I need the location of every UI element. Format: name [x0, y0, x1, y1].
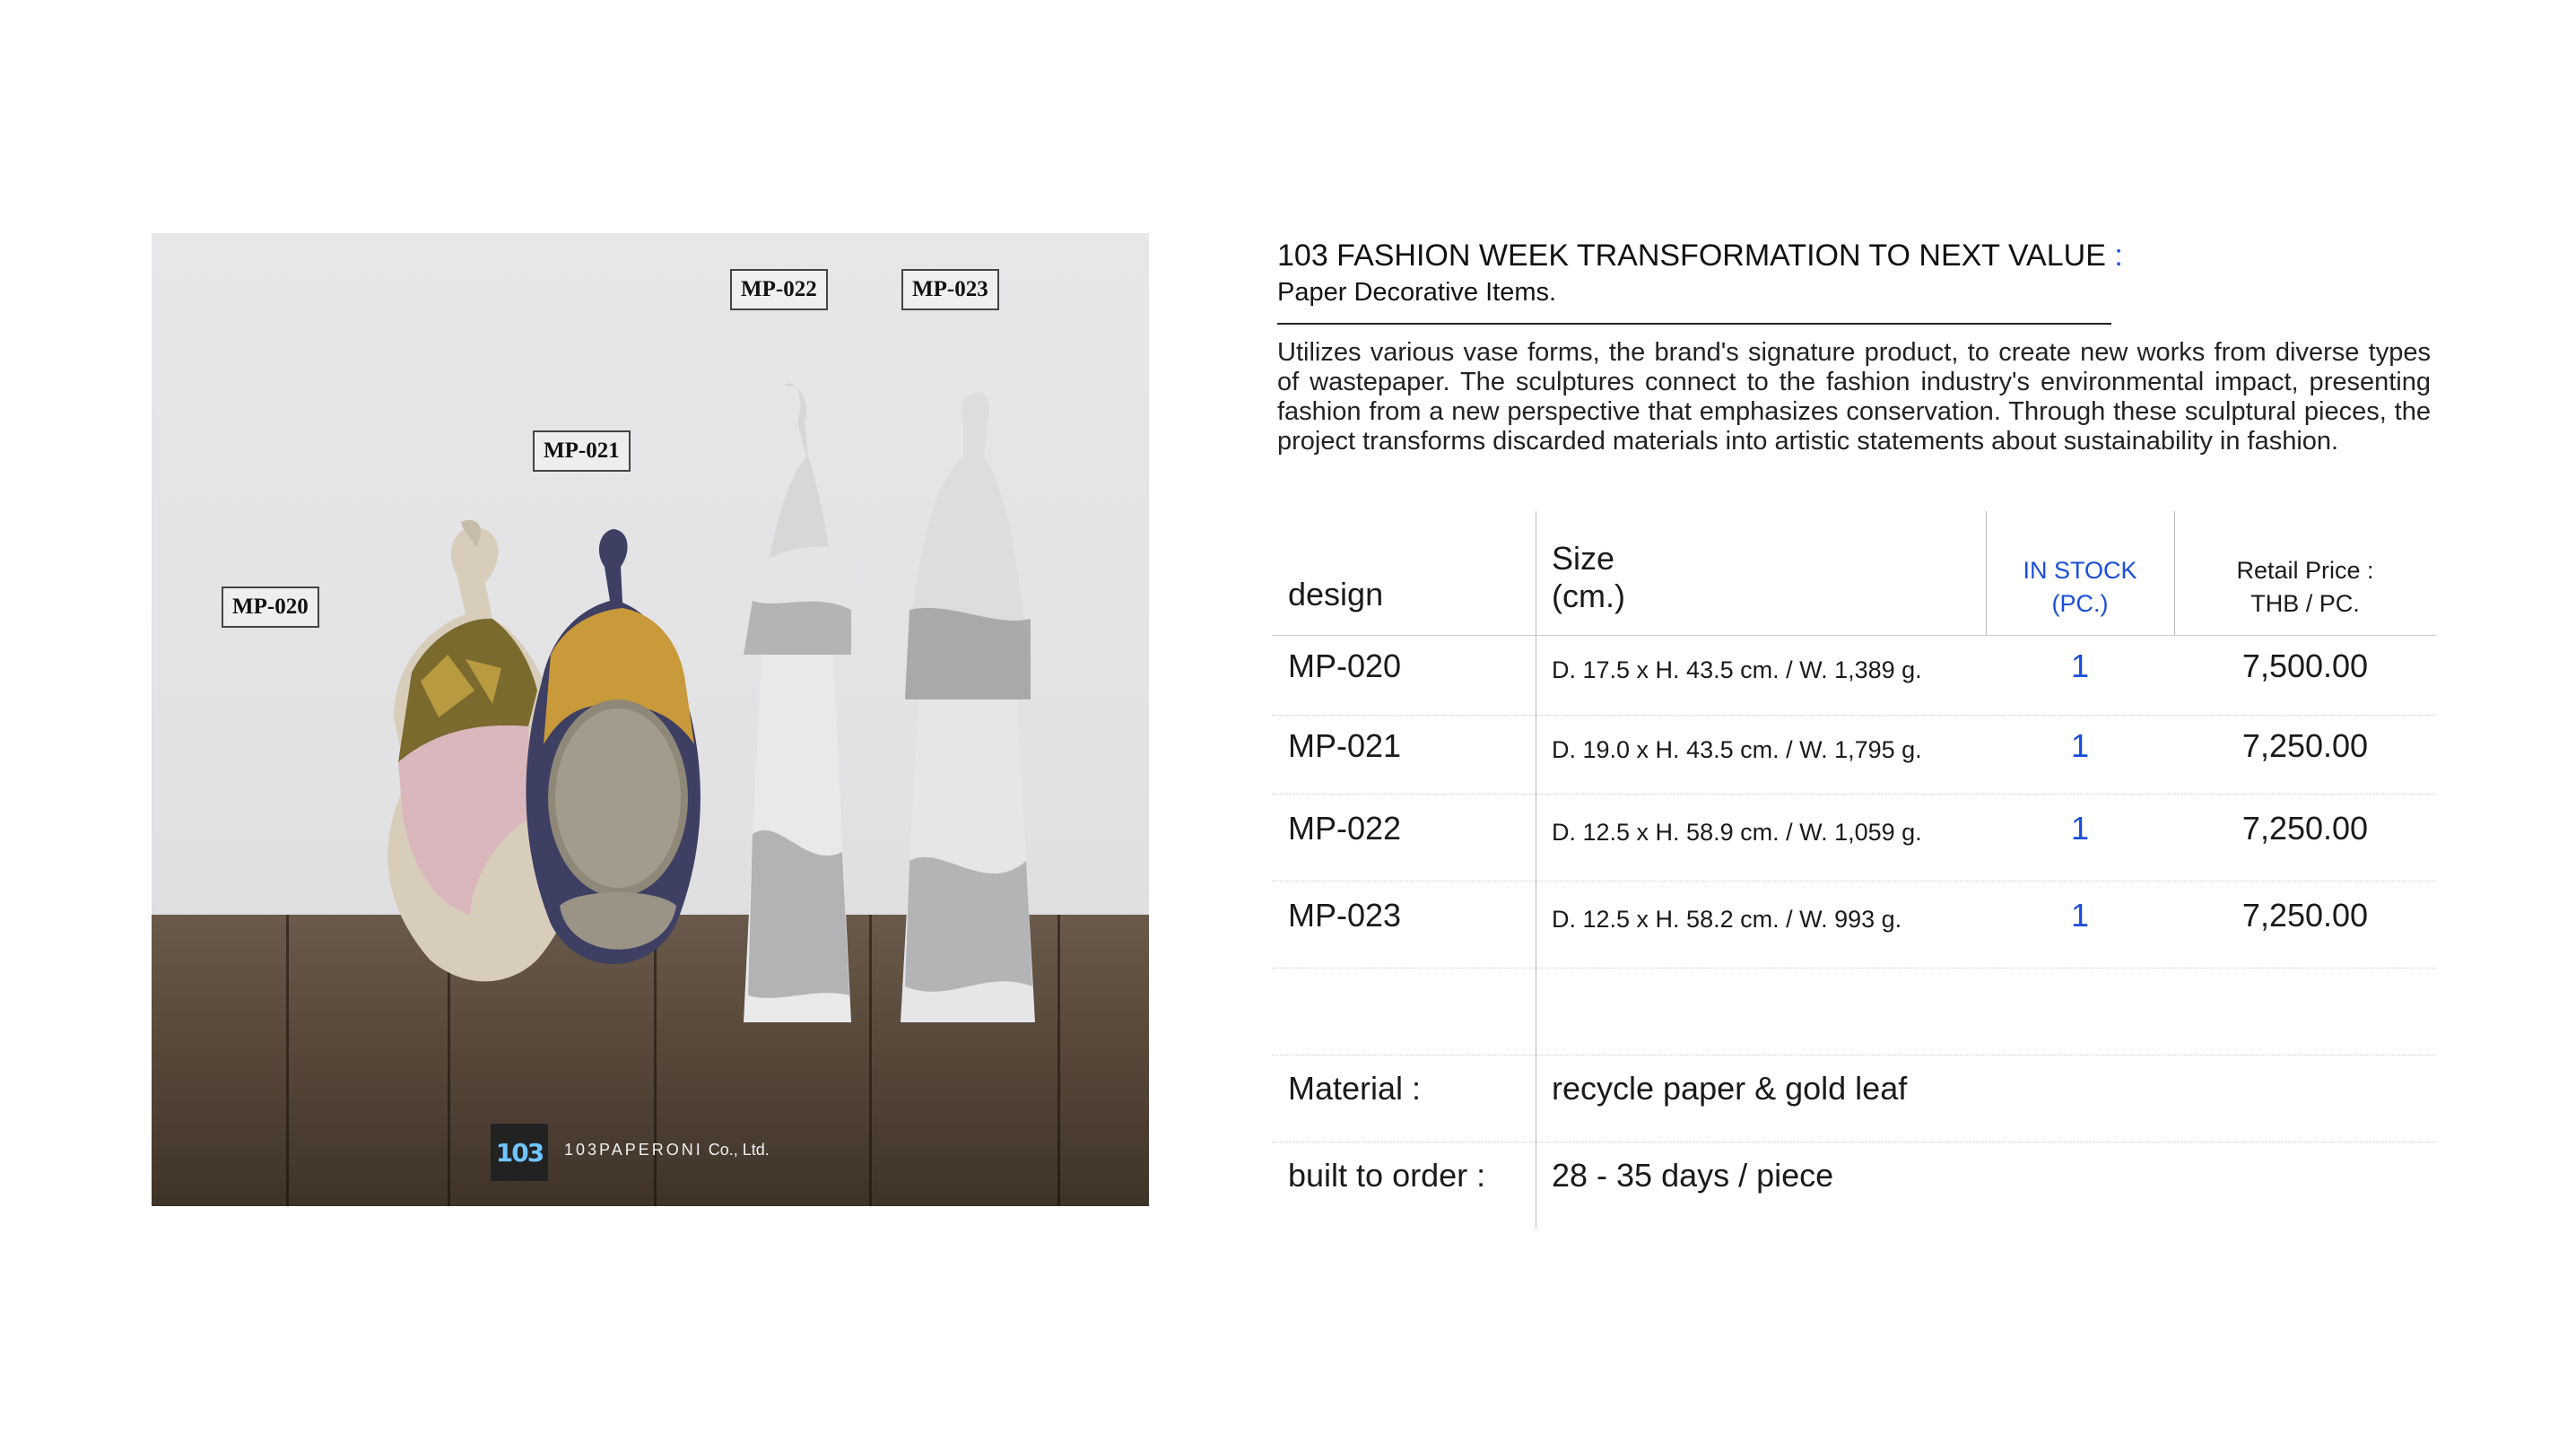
- row-size: D. 19.0 x H. 43.5 cm. / W. 1,795 g.: [1552, 736, 1922, 763]
- row-stock: 1: [2070, 897, 2090, 934]
- label-mp-022: MP-022: [730, 269, 828, 310]
- row-code: MP-023: [1288, 897, 1402, 934]
- header-price: [2174, 554, 2436, 621]
- header-stock-line2: (PC.): [2051, 590, 2109, 617]
- row-divider: [1272, 1142, 2436, 1143]
- header-price-line1: Retail Price :: [2236, 557, 2374, 584]
- row-stock: 1: [2070, 727, 2090, 764]
- description: Utilizes various vase forms, the brand's signature product, to create new works from diverse types of wastepaper. The sculptures connect to the fashion industry's environmental impact, presenting fashion from a new perspective that emphasizes conservation. Through these sculptural pieces, the project transforms discarded materials into artistic statements about sustainability in fashion.: [1277, 338, 2431, 456]
- page-title: [1277, 239, 2123, 274]
- row-size: D. 12.5 x H. 58.2 cm. / W. 993 g.: [1552, 906, 1902, 933]
- header-size: [1552, 540, 1625, 615]
- row-divider: [1272, 715, 2436, 717]
- row-price: 7,500.00: [2241, 647, 2369, 684]
- row-size: D. 12.5 x H. 58.9 cm. / W. 1,059 g.: [1552, 819, 1922, 846]
- header-size-line2: (cm.): [1552, 578, 1625, 614]
- row-size: D. 17.5 x H. 43.5 cm. / W. 1,389 g.: [1552, 656, 1922, 683]
- sculpture-mp-023: [869, 359, 1066, 1040]
- material-value: recycle paper & gold leaf: [1552, 1070, 1908, 1107]
- header-stock-line1: IN STOCK: [2023, 557, 2137, 584]
- sculpture-mp-022: [708, 368, 887, 1031]
- header-stock: [1986, 554, 2174, 621]
- row-price: 7,250.00: [2241, 810, 2369, 847]
- brand-name-text: 103PAPERONI: [564, 1141, 703, 1159]
- product-table: [1272, 511, 2436, 1229]
- row-divider: [1272, 1055, 2436, 1056]
- row-price: 7,250.00: [2241, 897, 2369, 934]
- label-mp-021: MP-021: [533, 430, 631, 472]
- row-divider: [1272, 794, 2436, 795]
- order-value: 28 - 35 days / piece: [1552, 1157, 1834, 1194]
- row-code: MP-022: [1288, 810, 1402, 847]
- row-code: MP-021: [1288, 727, 1402, 764]
- header-size-line1: Size: [1552, 540, 1615, 577]
- order-label: built to order :: [1288, 1157, 1486, 1194]
- header-price-line2: THB / PC.: [2250, 590, 2360, 617]
- row-price: 7,250.00: [2241, 727, 2369, 764]
- brand-suffix: Co., Ltd.: [708, 1141, 770, 1159]
- title-divider: [1277, 323, 2111, 325]
- title-text: 103 FASHION WEEK TRANSFORMATION TO NEXT VALUE: [1277, 239, 2106, 273]
- page-subtitle: Paper Decorative Items.: [1277, 278, 1557, 307]
- brand-logo-icon: 103: [491, 1124, 548, 1181]
- label-mp-023: MP-023: [901, 269, 999, 310]
- row-divider: [1272, 968, 2436, 969]
- header-design: design: [1288, 576, 1384, 612]
- product-photo: [152, 233, 1149, 1206]
- row-divider: [1272, 635, 2436, 636]
- label-mp-020: MP-020: [222, 586, 319, 628]
- material-label: Material :: [1288, 1070, 1422, 1107]
- row-stock: 1: [2070, 810, 2090, 847]
- brand-name: [564, 1141, 770, 1160]
- row-code: MP-020: [1288, 647, 1402, 684]
- vase-mp-021: [488, 511, 730, 995]
- row-stock: 1: [2070, 647, 2090, 684]
- title-colon: :: [2114, 239, 2123, 273]
- row-divider: [1272, 881, 2436, 882]
